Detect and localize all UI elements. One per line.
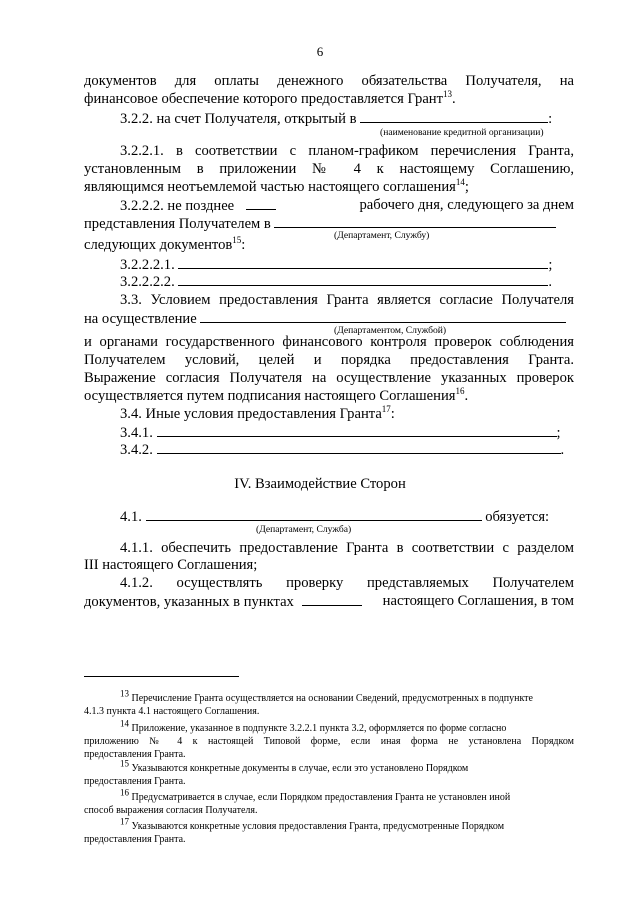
text-fragment: . bbox=[560, 442, 565, 458]
footnote-ref: 14 bbox=[455, 177, 465, 188]
text-line bbox=[120, 256, 552, 274]
footnote-ref: 17 bbox=[381, 404, 391, 415]
text-fragment: : bbox=[390, 406, 395, 422]
text-line: установленным в приложении № 4 к настоящему Соглашению, bbox=[84, 161, 574, 177]
field-caption: (Департамент, Служба) bbox=[256, 524, 352, 535]
footnote-text: Приложение, указанное в подпункте 3.2.2.1 пункта 3.2, оформляется по форме согласно bbox=[131, 723, 507, 734]
text-fragment: . bbox=[452, 91, 456, 107]
footnote: приложению № 4 к настоящей Типовой форме, если иная форма не установлена Порядком bbox=[84, 736, 574, 747]
text-line bbox=[84, 310, 566, 328]
text-fragment: 3.4.1. bbox=[120, 425, 153, 441]
fill-in-blank bbox=[302, 593, 362, 606]
field-caption: (Департамент, Службу) bbox=[334, 230, 430, 241]
footnote-number: 16 bbox=[120, 787, 129, 798]
fill-in-blank bbox=[157, 441, 561, 454]
text-fragment: являющимся неотъемлемой частью настоящего соглашения bbox=[84, 179, 456, 195]
text-line: и органами государственного финансового контроля проверок соблюдения bbox=[84, 334, 574, 350]
fill-in-blank bbox=[246, 197, 276, 210]
footnote: предоставления Гранта. bbox=[84, 749, 186, 760]
footnote bbox=[120, 718, 574, 736]
page-number: 6 bbox=[316, 44, 324, 59]
text-line bbox=[120, 197, 574, 215]
text-fragment: настоящего Соглашения, в том bbox=[382, 593, 574, 609]
text-line bbox=[120, 406, 395, 423]
text-line: 4.1.2. осуществлять проверку представляемых Получателем bbox=[120, 575, 574, 591]
text-fragment: 4.1. bbox=[120, 509, 142, 525]
section-heading: IV. Взаимодействие Сторон bbox=[234, 476, 406, 492]
fill-in-blank bbox=[178, 273, 548, 286]
text-fragment: : bbox=[241, 237, 246, 253]
footnote-number: 15 bbox=[120, 758, 129, 769]
text-line bbox=[120, 424, 561, 442]
footnote-number: 17 bbox=[120, 816, 129, 827]
footnote-text: Указываются конкретные документы в случае, если это установлено Порядком bbox=[131, 763, 469, 774]
footnote-ref: 15 bbox=[232, 235, 242, 246]
footnote bbox=[120, 758, 469, 776]
footnote bbox=[120, 816, 505, 834]
text-line: Выражение согласия Получателя на осуществление указанных проверок bbox=[84, 370, 574, 386]
text-line bbox=[84, 91, 456, 108]
fill-in-blank bbox=[274, 215, 556, 228]
text-line bbox=[120, 110, 552, 128]
field-caption: (наименование кредитной организации) bbox=[380, 127, 544, 138]
text-fragment: ; bbox=[556, 425, 561, 441]
text-fragment: : bbox=[548, 111, 553, 127]
text-fragment: на осуществление bbox=[84, 311, 197, 327]
text-fragment: представления Получателем в bbox=[84, 216, 271, 232]
text-fragment: 3.2.2.2. не позднее bbox=[120, 198, 235, 214]
text-fragment: 3.2.2.2.1. bbox=[120, 257, 175, 273]
footnote-text: Перечисление Гранта осуществляется на основании Сведений, предусмотренных в подпункте bbox=[131, 693, 533, 704]
footnote-separator bbox=[84, 676, 239, 677]
footnote-text: Указываются конкретные условия предоставления Гранта, предусмотренные Порядком bbox=[131, 821, 505, 832]
footnote: способ выражения согласия Получателя. bbox=[84, 805, 258, 816]
fill-in-blank bbox=[157, 424, 557, 437]
text-fragment: 3.4.2. bbox=[120, 442, 153, 458]
fill-in-blank bbox=[360, 110, 548, 123]
text-fragment: . bbox=[464, 388, 469, 404]
text-fragment: ; bbox=[548, 257, 553, 273]
fill-in-blank bbox=[178, 256, 548, 269]
text-fragment: финансовое обеспечение которого предоставляется Грант bbox=[84, 91, 443, 107]
text-line: 3.3. Условием предоставления Гранта является согласие Получателя bbox=[120, 292, 574, 308]
footnote-ref: 13 bbox=[443, 89, 452, 100]
text-fragment: следующих документов bbox=[84, 237, 233, 253]
fill-in-blank bbox=[146, 508, 482, 521]
text-line bbox=[84, 388, 468, 405]
text-line: 4.1.1. обеспечить предоставление Гранта в соответствии с разделом bbox=[120, 540, 574, 556]
text-fragment: 3.4. Иные условия предоставления Гранта bbox=[120, 406, 382, 422]
text-fragment: . bbox=[548, 274, 553, 290]
text-line bbox=[120, 441, 564, 459]
footnote-text: Предусматривается в случае, если Порядком предоставления Гранта не установлен иной bbox=[131, 792, 511, 803]
text-line bbox=[84, 179, 469, 196]
text-fragment: обязуется: bbox=[485, 509, 550, 525]
footnote-number: 14 bbox=[120, 718, 129, 729]
footnote: предоставления Гранта. bbox=[84, 834, 186, 845]
text-line: 3.2.2.1. в соответствии с планом-графиком перечисления Гранта, bbox=[120, 143, 574, 159]
text-fragment: ; bbox=[464, 179, 469, 195]
text-line: Получателем условий, целей и порядка предоставления Гранта. bbox=[84, 352, 574, 368]
text-line: III настоящего Соглашения; bbox=[84, 557, 258, 573]
text-line bbox=[84, 215, 556, 233]
text-line bbox=[84, 237, 245, 254]
footnote bbox=[120, 688, 533, 706]
fill-in-blank bbox=[200, 310, 566, 323]
footnote-ref: 16 bbox=[455, 386, 465, 397]
text-fragment: осуществляется путем подписания настоящего Соглашения bbox=[84, 388, 456, 404]
footnote-number: 13 bbox=[120, 688, 129, 699]
text-fragment: 3.2.2. на счет Получателя, открытый в bbox=[120, 111, 357, 127]
field-caption: (Департаментом, Службой) bbox=[334, 325, 447, 336]
text-fragment: 3.2.2.2.2. bbox=[120, 274, 175, 290]
text-fragment: документов, указанных в пунктах bbox=[84, 594, 294, 610]
text-line: документов для оплаты денежного обязательства Получателя, на bbox=[84, 73, 574, 89]
footnote: предоставления Гранта. bbox=[84, 776, 186, 787]
footnote bbox=[120, 787, 511, 805]
text-line bbox=[84, 593, 574, 611]
text-line bbox=[120, 273, 552, 291]
text-fragment: рабочего дня, следующего за днем bbox=[359, 197, 574, 213]
footnote bbox=[84, 706, 259, 719]
footnote-text: 4.1.3 пункта 4.1 настоящего Соглашения. bbox=[84, 706, 260, 717]
